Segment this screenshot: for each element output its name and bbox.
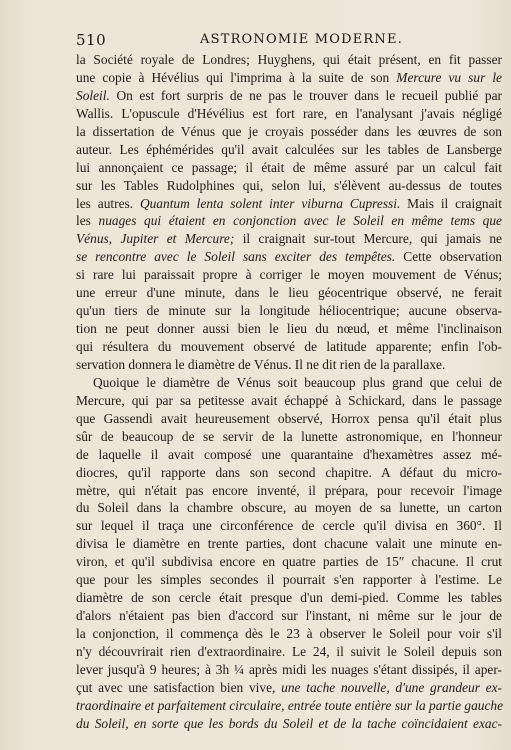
text-line: du Soleil dans la chambre obscure, au moyen de sa lunette, un carton [76,500,502,516]
text-line: les nuages qui étaient en conjonction avec le Soleil en même tems que [76,213,502,229]
text-line: se rencontre avec le Soleil sans exciter des tempêtes. Cette observation [76,249,502,265]
text-line: du Soleil, en sorte que les bords du Soleil et de la tache coïncidaient exac- [76,715,502,731]
text-line: Vénus, Jupiter et Mercure; il craignait sur-tout Mercure, qui jamais ne [76,231,502,247]
text-line: Wallis. L'opuscule d'Hévélius est fort rare, en l'analysant j'avais négligé [76,105,502,121]
text-line: traordinaire et parfaitement circulaire, entrée toute entière sur la partie gauche [76,697,504,713]
text-line: auteur. Les éphémérides qu'il avait calculées sur les tables de Lansberge [76,141,502,157]
body-text [76,51,502,733]
text-line: lever jusqu'à 9 heures; à 3h ¼ après midi les nuages s'étant dissipés, il aper- [76,661,502,677]
text-line: mètre, qui n'était pas encore inventé, il prépara, pour recevoir l'image [76,482,502,498]
text-line: Quoique le diamètre de Vénus soit beaucoup plus grand que celui de [93,374,502,390]
text-line: Mercure, qui par sa petitesse avait échappé à Schickard, dans le passage [76,392,502,408]
text-line: lui annonçaient ce passage; il était de même assuré par un calcul fait [76,159,502,175]
text-line: la conjonction, il commença dès le 23 à observer le Soleil pour voir s'il [76,626,502,641]
text-line: les autres. Quantum lenta solent inter viburna Cupressi. Mais il craignait [76,195,502,211]
text-line: qui résultera du mouvement observé de latitude apparente; enfin l'ob- [76,339,502,354]
page-header [76,31,501,49]
text-line: sur lequel il traça une circonférence de cercle qu'il divisa en 360°. Il [76,518,502,534]
text-line: n'y découvrirait rien d'extraordinaire. Le 24, il suivit le Soleil depuis son [76,643,502,659]
page-number: 510 [76,31,107,49]
text-line: une erreur d'une minute, dans le lieu géocentrique observé, ne ferait [76,285,502,301]
text-line: viron, et qu'il subdivisa encore en quatre parties de 15″ chacune. Il crut [76,554,502,570]
text-line: diamètre de son cercle était presque d'un demi-pied. Comme les tables [76,590,502,606]
running-head: ASTRONOMIE MODERNE. [200,32,403,47]
text-line: tion ne peut donner aussi bien le lieu du nœud, et même l'inclinaison [76,321,502,337]
text-line: la Société royale de Londres; Huyghens, qui était présent, en fit passer [76,52,502,67]
text-line: que pour les simples secondes il pourrait s'en rapporter à l'estime. Le [76,572,502,588]
text-line: une copie à Hévélius qui l'imprima à la suite de son Mercure vu sur le [76,69,503,85]
text-line: d'alors n'étaient pas bien d'accord sur l'instant, ni même sur le jour de [76,608,502,624]
text-line: divisa le diamètre en trente parties, dont chacune valait une minute en- [76,536,502,552]
text-line: la dissertation de Vénus que je croyais posséder dans les œuvres de son [76,123,502,139]
text-line: servation donnera le diamètre de Vénus. Il ne dit rien de la parallaxe. [76,356,446,372]
text-line: diocres, qu'il rapporte dans son second chapitre. A défaut du micro- [76,464,502,480]
text-line: Soleil. On est fort surpris de ne pas le trouver dans le recueil publié par [76,87,502,103]
text-line: si rare lui paraissait propre à corriger le moyen mouvement de Vénus; [76,267,502,283]
text-line: sur les Tables Rudolphines qui, selon lui, s'élèvent au-dessus de toutes [76,177,502,193]
text-line: sûr de beaucoup de se servir de la lunette astronomique, en l'honneur [76,428,502,444]
text-line: qu'un tiers de minute sur la longitude héliocentrique; aucune observa- [76,303,502,319]
text-line: de laquelle il avait composé une quarantaine d'hexamètres assez mé- [76,446,502,462]
text-line: çut avec une satisfaction bien vive, une tache nouvelle, d'une grandeur ex- [76,679,502,695]
text-line: que Gassendi avait heureusement observé, Horrox pensa qu'il était plus [76,410,502,426]
